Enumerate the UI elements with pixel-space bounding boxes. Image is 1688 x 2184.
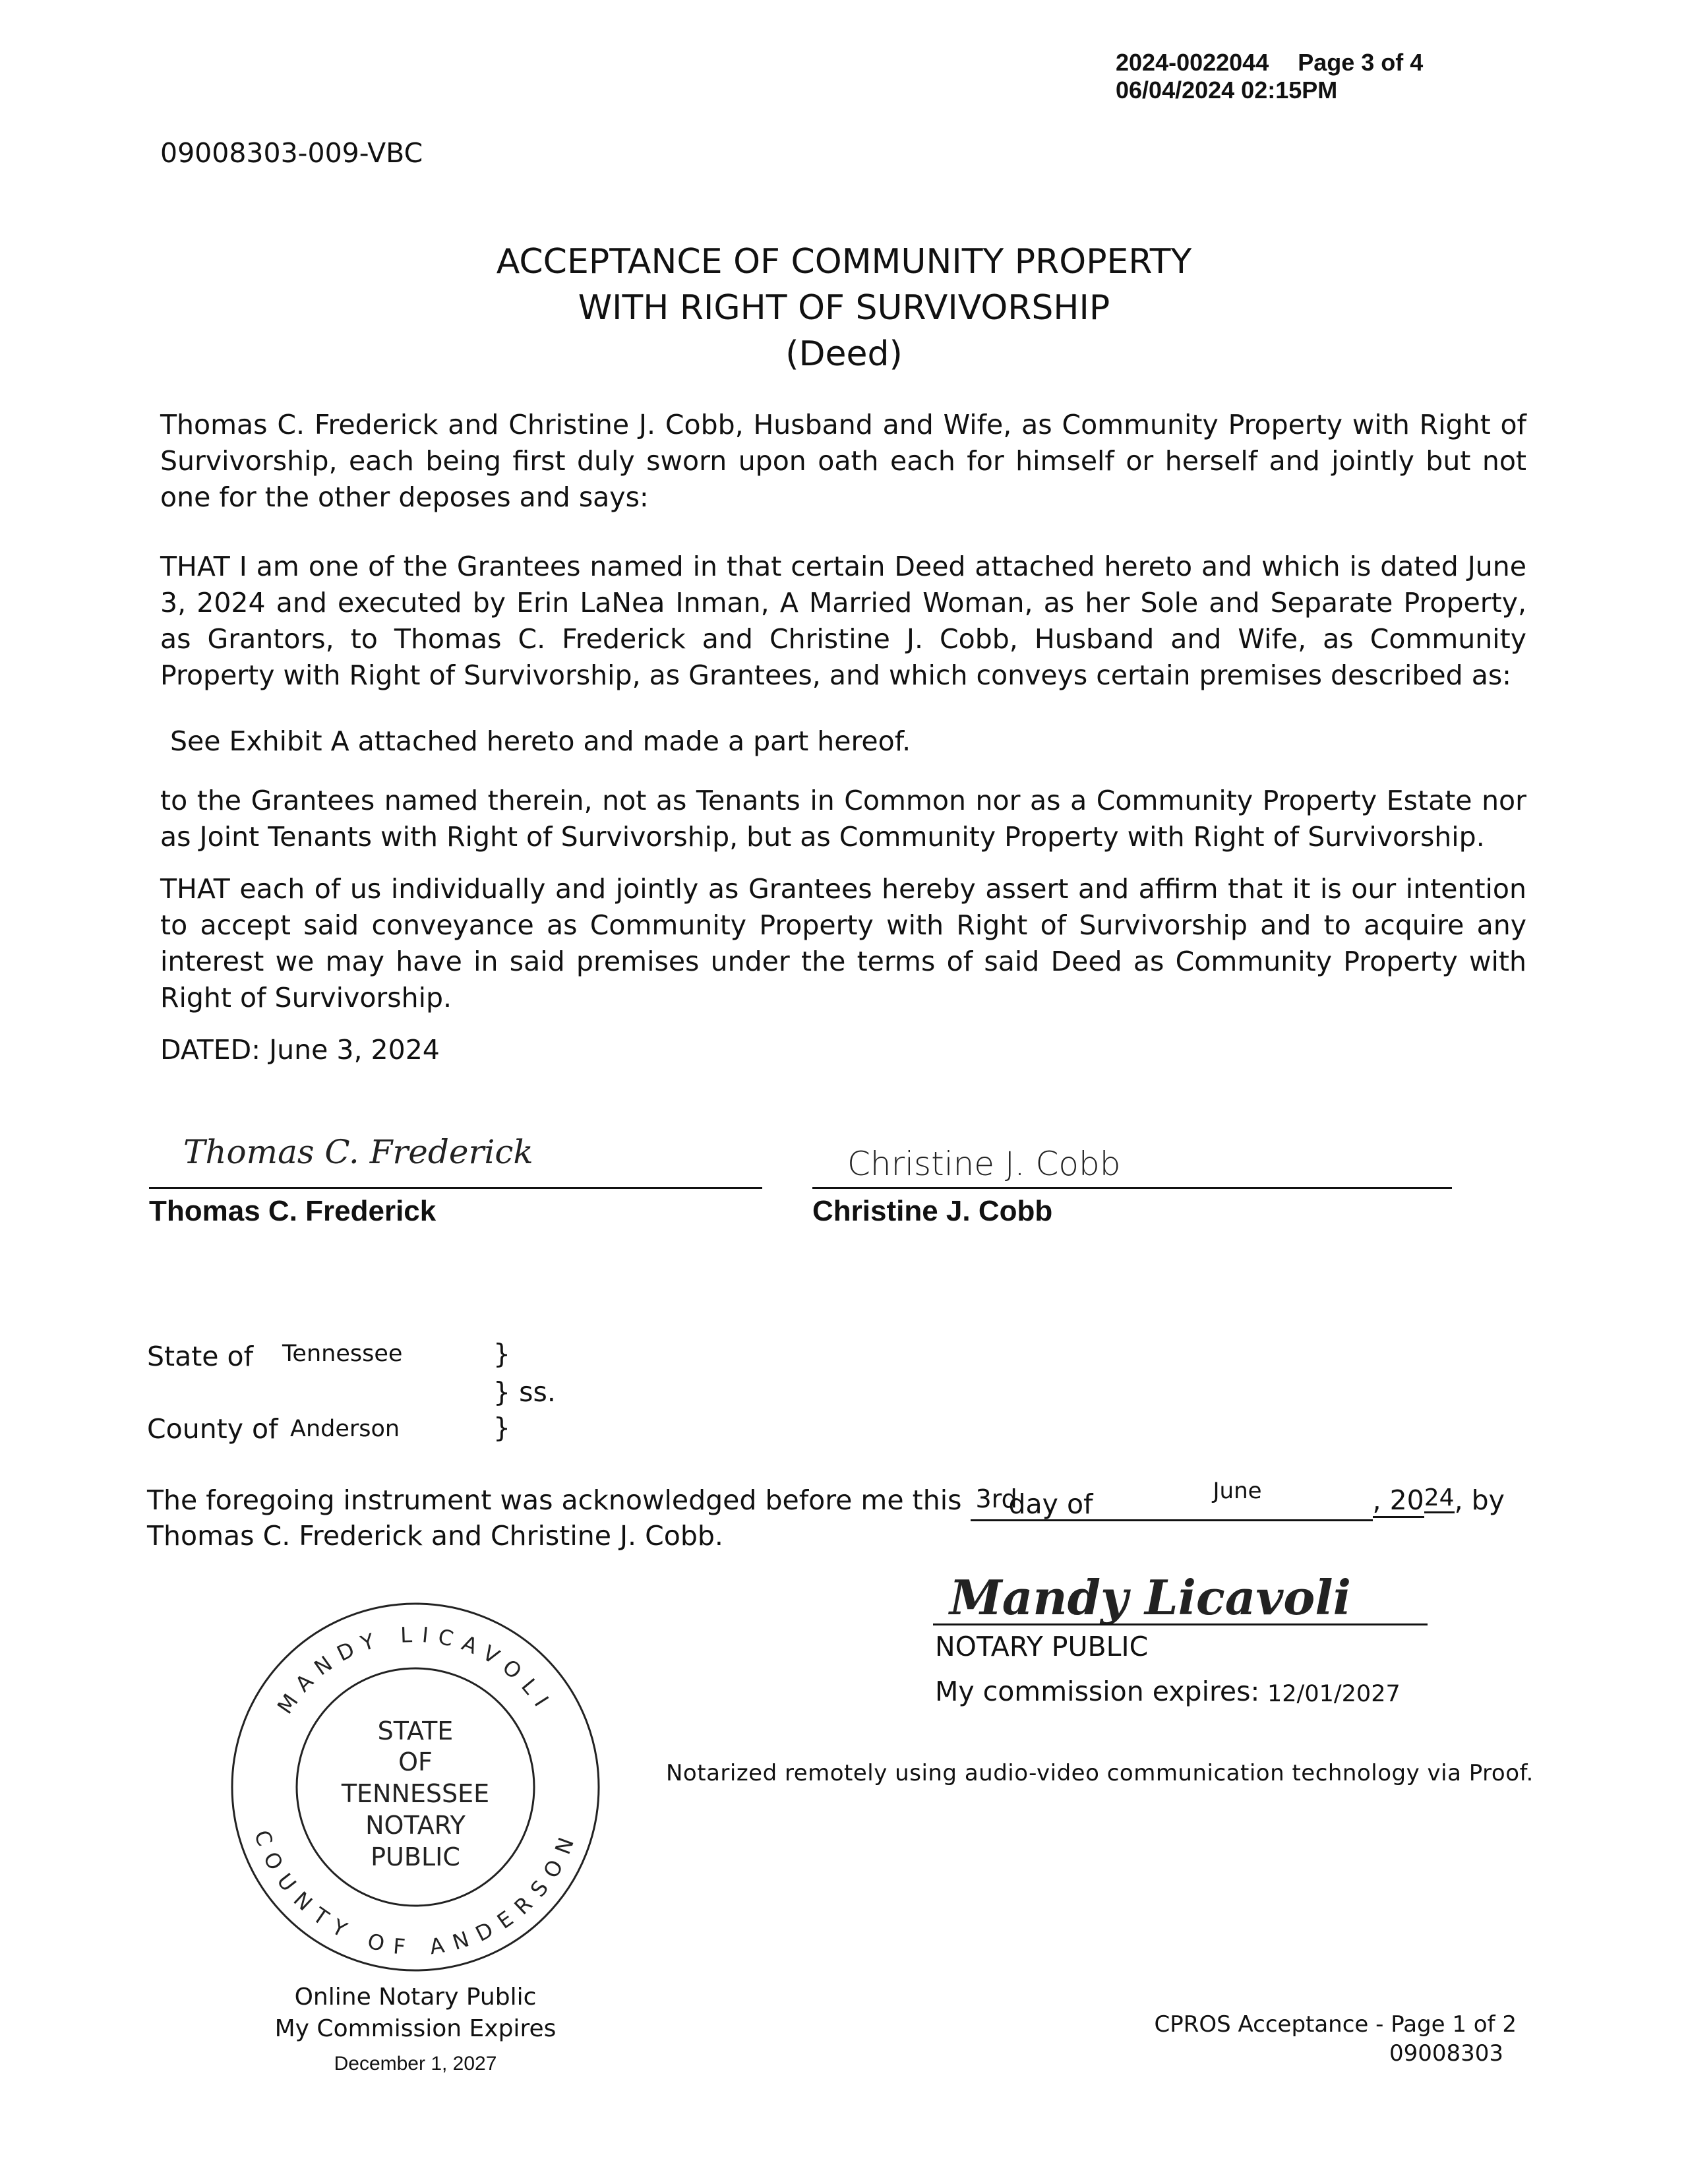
recording-header xyxy=(1116,49,1423,104)
acknowledgment-names: Thomas C. Frederick and Christine J. Cobb. xyxy=(147,1520,723,1552)
footer-form-label: CPROS Acceptance - Page 1 of 2 xyxy=(1154,2011,1517,2038)
title-line-1: ACCEPTANCE OF COMMUNITY PROPERTY xyxy=(496,242,1192,282)
state-label: State of xyxy=(147,1341,254,1372)
county-label: County of xyxy=(147,1413,278,1445)
signature-line-left xyxy=(149,1187,762,1189)
title-line-3: (Deed) xyxy=(785,334,903,374)
seal-inner-line-4: NOTARY xyxy=(365,1811,466,1840)
month-value: June xyxy=(1213,1478,1262,1504)
title-line-2: WITH RIGHT OF SURVIVORSHIP xyxy=(578,288,1110,328)
dated-line: DATED: June 3, 2024 xyxy=(160,1034,440,1066)
county-value: Anderson xyxy=(290,1416,400,1442)
signature-line-right xyxy=(812,1187,1452,1189)
footer-form-number: 09008303 xyxy=(1389,2040,1503,2067)
brace-top: } xyxy=(493,1338,511,1370)
by-text: , by xyxy=(1454,1484,1505,1516)
notary-signature-line xyxy=(933,1623,1428,1625)
commission-date: 12/01/2027 xyxy=(1267,1681,1401,1707)
notary-seal xyxy=(224,1596,607,1978)
paragraph-affirmation: THAT each of us individually and jointly as Grantees hereby assert and affirm that it is our intention to accept said conveyance as Community Property with Right of Survivorship and to acquire any interest we may have in said premises under the terms of said Deed as Community Property with Right of Survivorship. xyxy=(160,873,1526,1014)
paragraph-tenancy: to the Grantees named therein, not as Tenants in Common nor as a Community Property Estate nor as Joint Tenants with Right of Survivorship, but as Community Property with Right of Survivorship. xyxy=(160,785,1526,853)
signature-christine: Christine J. Cobb xyxy=(847,1145,1121,1183)
notary-title: NOTARY PUBLIC xyxy=(935,1631,1149,1662)
brace-bottom: } xyxy=(493,1412,511,1443)
signer-name-right: Christine J. Cobb xyxy=(812,1195,1053,1227)
signer-name-left: Thomas C. Frederick xyxy=(149,1195,437,1227)
year-suffix: 24 xyxy=(1424,1484,1455,1513)
notary-signature: Mandy Licavoli xyxy=(950,1569,1351,1625)
seal-inner-line-1: STATE xyxy=(377,1716,454,1745)
seal-caption-1: Online Notary Public xyxy=(294,1984,537,2011)
ss-mark: } ss. xyxy=(493,1376,556,1408)
paragraph-grantees: THAT I am one of the Grantees named in that certain Deed attached hereto and which is dated June 3, 2024 and executed by Erin LaNea Inman, A Married Woman, as her Sole and Separate Property, as Grantors, to Thomas C. Frederick and Christine J. Cobb, Husband and Wife, as Community Property with Right of Survivorship, as Grantees, and which conveys certain premises described as: xyxy=(160,551,1526,691)
seal-inner-line-3: TENNESSEE xyxy=(341,1779,490,1808)
recording-number: 2024-0022044 xyxy=(1116,49,1269,76)
paragraph-parties: Thomas C. Frederick and Christine J. Cobb, Husband and Wife, as Community Property with Right of Survivorship, each being first duly sworn upon oath each for himself or herself and jointly but not one for the other deposes and says: xyxy=(160,409,1526,513)
commission-label: My commission expires: xyxy=(935,1676,1260,1707)
seal-outer-top-text: MANDY LICAVOLI xyxy=(272,1622,559,1719)
page-label: Page 3 of 4 xyxy=(1298,49,1424,76)
remote-notarization-note: Notarized remotely using audio-video communication technology via Proof. xyxy=(666,1760,1534,1786)
seal-inner-line-2: OF xyxy=(398,1747,433,1776)
seal-inner-line-5: PUBLIC xyxy=(371,1842,460,1871)
recorded-datetime: 06/04/2024 02:15PM xyxy=(1116,76,1338,104)
year-prefix: , 20 xyxy=(1373,1484,1424,1518)
svg-text:MANDY LICAVOLI xyxy=(272,1622,558,1719)
state-value: Tennessee xyxy=(282,1341,403,1367)
month-blank xyxy=(1109,1478,1373,1521)
seal-outer-bottom-text: COUNTY OF ANDERSON xyxy=(249,1827,582,1960)
signature-thomas: Thomas C. Frederick xyxy=(183,1133,533,1171)
acknowledgment-line xyxy=(147,1478,1505,1521)
paragraph-exhibit: See Exhibit A attached hereto and made a part hereof. xyxy=(170,725,911,757)
acknowledgment-text: The foregoing instrument was acknowledged before me this xyxy=(147,1484,962,1516)
seal-caption-2: My Commission Expires xyxy=(274,2015,557,2042)
day-value: 3rd xyxy=(975,1484,1017,1513)
file-number: 09008303-009-VBC xyxy=(160,137,423,169)
seal-caption-3: December 1, 2027 xyxy=(334,2053,497,2075)
day-blank xyxy=(971,1486,1109,1521)
day-of-text: day of xyxy=(1008,1488,1093,1520)
